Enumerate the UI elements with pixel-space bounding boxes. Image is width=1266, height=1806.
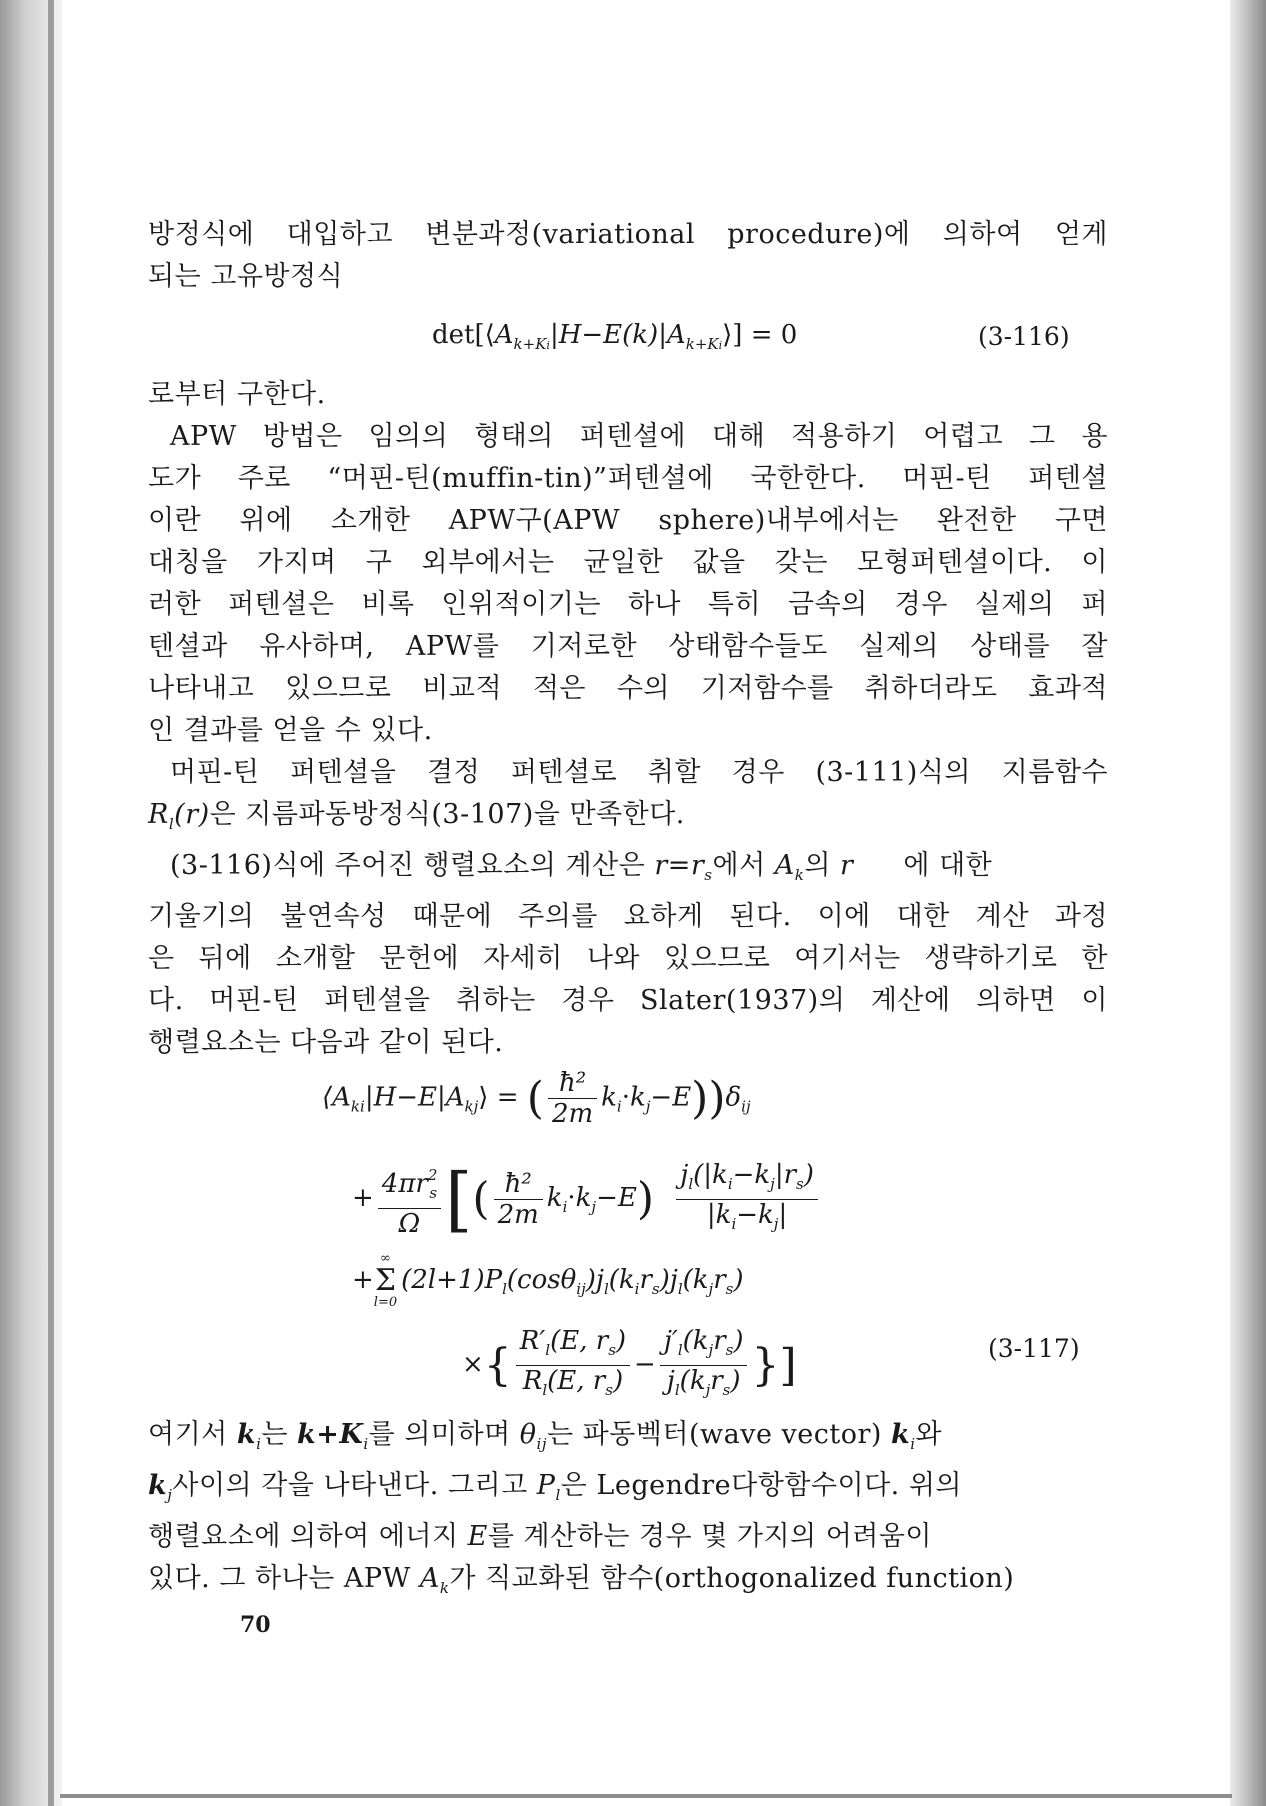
jl-i: i [727,1174,733,1193]
frac-hbar-2 [494,1169,543,1230]
sym-A: A [774,850,795,881]
jp-arg3: ) [733,1326,744,1356]
eq-sub2-text: k+K [685,335,719,353]
text-line: APW 방법은 임의의 형태의 퍼텐셜에 대해 적용하기 어렵고 그 용 [170,421,1108,452]
t: 는 [261,1419,298,1450]
frac-jl [676,1160,818,1239]
eq-sub-i: i [546,339,550,352]
jd-l: l [674,1381,680,1399]
jd-arg3: ) [730,1366,741,1396]
paren-close: ) [636,1173,654,1225]
text-line [148,1465,1108,1516]
equation-3-116 [432,320,797,353]
text-line: 도가 주로 “머핀-틴(muffin-tin)”퍼텐셜에 국한한다. 머핀-틴 퍼텐셜 [148,463,1108,494]
sym-kK: k+K [297,1419,364,1450]
sym-eq: = [667,850,691,881]
text-line: 러한 퍼텐셜은 비록 인위적이기는 하나 특히 금속의 경우 실제의 퍼 [148,589,1108,620]
brace-open: { [483,1340,512,1391]
frac-den: 2m [497,1199,539,1230]
text-line: 나타내고 있으므로 비교적 적은 수의 기저함수를 취하더라도 효과적 [148,673,1108,704]
series-1: (2l+1)P [401,1265,503,1295]
sym-k: k [148,1470,168,1501]
equation-number-3-116: (3-116) [978,322,1070,351]
sym-theta: θ [519,1419,537,1450]
page-number: 70 [240,1612,271,1638]
frac-num [660,1326,748,1366]
sym-k: k [601,1082,617,1113]
sym-r: (r) [174,799,210,830]
sym-ij: ij [536,1435,547,1453]
frac-den [660,1366,748,1405]
series-2: (cosθ [506,1265,577,1295]
eq-lhs-end: ⟩ = [478,1082,519,1113]
jp-s: s [725,1341,734,1359]
sym-plus: + [352,1265,374,1295]
series-7: (k [682,1265,709,1295]
eq-sub [514,335,550,353]
t: 가 직교화된 함수(orthogonalized function) [449,1563,1015,1594]
sum-sigma: Σ [374,1263,397,1298]
sym-ij: ij [741,1097,751,1116]
t: 와 [915,1419,943,1450]
series-i: i [634,1280,640,1298]
jd-s: s [722,1381,731,1399]
jl-den2: −k [736,1199,774,1230]
sym-k2: k [629,1082,646,1113]
jp-arg: (k [682,1326,709,1356]
jl-den-i: i [731,1214,737,1233]
equation-3-117-line-1 [322,1068,751,1129]
jp: j′ [663,1326,678,1356]
eq-a2: A [666,320,686,350]
frac-num-sup: 2 [427,1165,438,1184]
sym-l: l [168,815,175,833]
sym-i3: i [910,1435,916,1453]
jd-arg2: r [710,1366,723,1396]
rd-s: s [605,1381,613,1399]
sym-rs: r [690,850,705,881]
t: 는 파동벡터(wave vector) [546,1419,891,1450]
frac-4pi [378,1160,441,1239]
series-5: r [639,1265,652,1295]
sym-R: R [148,799,169,830]
sym-plus: + [352,1183,374,1213]
eq-a: A [494,320,514,350]
rd-arg2: ) [612,1366,624,1396]
sym-k: k [236,1419,257,1450]
paragraph-3 [148,1414,1108,1609]
sym-r2: r [840,850,854,881]
page-shadow-right [1226,0,1266,1806]
eq-lhs: ⟨A [322,1082,351,1113]
text-line: 은 뒤에 소개할 문헌에 자세히 나와 있으므로 여기서는 생략하기로 한 [148,943,1108,974]
text-line: 다. 머핀-틴 퍼텐셜을 취하는 경우 Slater(1937)의 계산에 의하면 이 [148,985,1108,1016]
text-line: 행렬요소는 다음과 같이 된다. [148,1027,504,1058]
frac-jlprime [660,1326,748,1405]
jp-l: l [677,1341,683,1359]
frac-hbar [548,1068,597,1129]
eq-lhs-mid: |H−E|A [364,1082,465,1113]
t: 있다. 그 하나는 APW [148,1563,420,1594]
frac-num [378,1160,441,1209]
jl-s: s [796,1174,804,1193]
text-line: 로부터 구한다. [148,379,326,410]
series-3: )j [585,1265,604,1295]
eq-sub2 [686,335,722,353]
eq-middle: |H−E(k)| [549,320,667,350]
equation-3-117-line-4 [462,1326,797,1405]
rd-arg: (E, r [547,1366,606,1396]
eq-end: ⟩] = 0 [722,320,798,350]
sym-k2: k [891,1419,911,1450]
frac-num-text: 4πr [381,1168,428,1199]
jl-arg2: −k [732,1159,771,1190]
jl-j2: j [770,1174,775,1193]
sym-times: × [462,1349,484,1380]
series-j: j [708,1280,714,1298]
series-9: ) [733,1265,744,1295]
sym-dot: · [621,1082,630,1113]
text-line: 이란 위에 소개한 APW구(APW sphere)내부에서는 완전한 구면 [148,505,1108,536]
series-l: l [502,1280,507,1298]
rd-l: l [542,1381,548,1399]
paren-open: ( [472,1173,490,1225]
page-bottom-edge [60,1794,1232,1798]
text-mid2: 의 [804,850,840,881]
text-line: 텐셜과 유사하며, APW를 기저로한 상태함수들도 실제의 상태를 잘 [148,631,1108,662]
series-8: r [713,1265,726,1295]
sym-l: l [555,1486,561,1504]
text-line [148,1414,1108,1465]
text-rest: 은 지름파동방정식(3-107)을 만족한다. [209,799,685,830]
text-line [148,1558,1108,1609]
text-line-rl [148,794,1108,845]
sym-k: k [439,1579,450,1597]
sym-i: i [616,1097,622,1116]
sym-P: P [536,1470,556,1501]
frac-den [516,1366,630,1405]
frac-num [516,1326,630,1366]
brace-close: }] [751,1340,797,1391]
text-line [148,1516,1108,1558]
jl-arg: (|k [693,1159,728,1190]
jl-den: |k [706,1199,732,1230]
paren-close: )) [691,1073,726,1124]
sym-minus-e: −E [650,1082,692,1113]
text-line: 기울기의 불연속성 때문에 주의를 요하게 된다. 이에 대한 계산 과정 [148,901,1108,932]
sym-A: A [419,1563,440,1594]
series-4: (k [608,1265,635,1295]
frac-num [676,1160,818,1200]
series-l2: l [603,1280,609,1298]
sym-i2: i [363,1435,369,1453]
frac-den: Ω [398,1208,421,1239]
text-line: 머핀-틴 퍼텐셜을 결정 퍼텐셜로 취할 경우 (3-111)식의 지름함수 [170,757,1108,788]
series-s2: s [725,1280,734,1298]
frac-num-sub: s [429,1183,438,1202]
frac-num: ħ² [548,1068,597,1099]
rp-l: l [545,1341,551,1359]
eq-lhs-sub2: kj [464,1097,479,1116]
rp-arg2: ) [615,1326,627,1356]
jl-arg4: ) [803,1159,814,1190]
sym-k2: k [575,1183,592,1213]
sum-bottom: l=0 [373,1295,398,1310]
rp-s: s [608,1341,616,1359]
jd-arg: (k [679,1366,706,1396]
frac-den [676,1200,818,1239]
jp-arg2: r [713,1326,726,1356]
text-end: 에 대한 [903,850,993,881]
text-line-116 [148,845,1108,896]
sym-k: k [546,1183,563,1213]
eq-det: det[⟨ [432,320,495,350]
text-line: 되는 고유방정식 [148,261,344,292]
frac-rl [516,1326,630,1405]
rp: R′ [519,1326,546,1356]
paren-open: ( [526,1073,544,1124]
jd-j: j [705,1381,711,1399]
paragraph-2 [148,374,1108,1064]
series-ij: ij [576,1280,586,1298]
sum-top: ∞ [380,1251,391,1266]
text-start: (3-116)식에 주어진 행렬요소의 계산은 [170,850,655,881]
sym-minus: − [634,1349,656,1380]
equation-3-117-line-2 [352,1158,822,1240]
sym-j: j [591,1198,597,1216]
jl-arg3: |r [774,1159,797,1190]
text-line: 인 결과를 얻을 수 있다. [148,715,433,746]
sym-delta: δ [725,1082,742,1113]
t: 은 Legendre다항함수이다. 위의 [560,1470,962,1501]
sym-i: i [562,1198,568,1216]
series-l3: l [677,1280,683,1298]
t: 여기서 [148,1419,237,1450]
sym-minus-e: −E [596,1183,637,1213]
text-mid: 에서 [712,850,775,881]
t: 를 의미하며 [368,1419,520,1450]
sym-s: s [704,866,713,884]
sym-k: k [794,866,805,884]
rd: R [522,1366,543,1396]
jp-j: j [708,1341,714,1359]
equation-number-3-117: (3-117) [988,1334,1080,1363]
eq-lhs-sub: ki [350,1097,365,1116]
series-s: s [651,1280,660,1298]
text-line: 대칭을 가지며 구 외부에서는 균일한 값을 갖는 모형퍼텐셜이다. 이 [148,547,1108,578]
equation-3-117-line-3 [352,1252,744,1310]
sym-j: j [645,1097,651,1116]
jd: j [666,1366,675,1396]
eq-sub-text: k+K [513,335,547,353]
rp-arg: (E, r [550,1326,609,1356]
jl-den3: | [778,1199,788,1230]
series-6: )j [659,1265,678,1295]
eq-sub2-i: i [718,339,723,352]
bracket-open: [ [445,1158,473,1240]
jl-l: l [688,1174,694,1193]
t: 를 계산하는 경우 몇 가지의 어려움이 [487,1521,933,1552]
paragraph-1 [148,214,1108,298]
page-edge-left [48,0,54,1806]
t: 행렬요소에 의하여 에너지 [148,1521,468,1552]
sym-E: E [467,1521,488,1552]
jl-j: j [680,1159,689,1190]
summation [374,1252,397,1310]
sym-j: j [167,1486,173,1504]
t: 사이의 각을 나타낸다. 그리고 [172,1470,537,1501]
sym-r: r [654,850,668,881]
sym-dot: · [567,1183,576,1213]
text-line: 방정식에 대입하고 변분과정(variational procedure)에 의하여 얻게 [148,219,1108,250]
sym-i: i [256,1435,262,1453]
jl-den-j: j [773,1214,779,1233]
frac-den: 2m [551,1099,594,1129]
frac-num: ħ² [494,1169,543,1200]
